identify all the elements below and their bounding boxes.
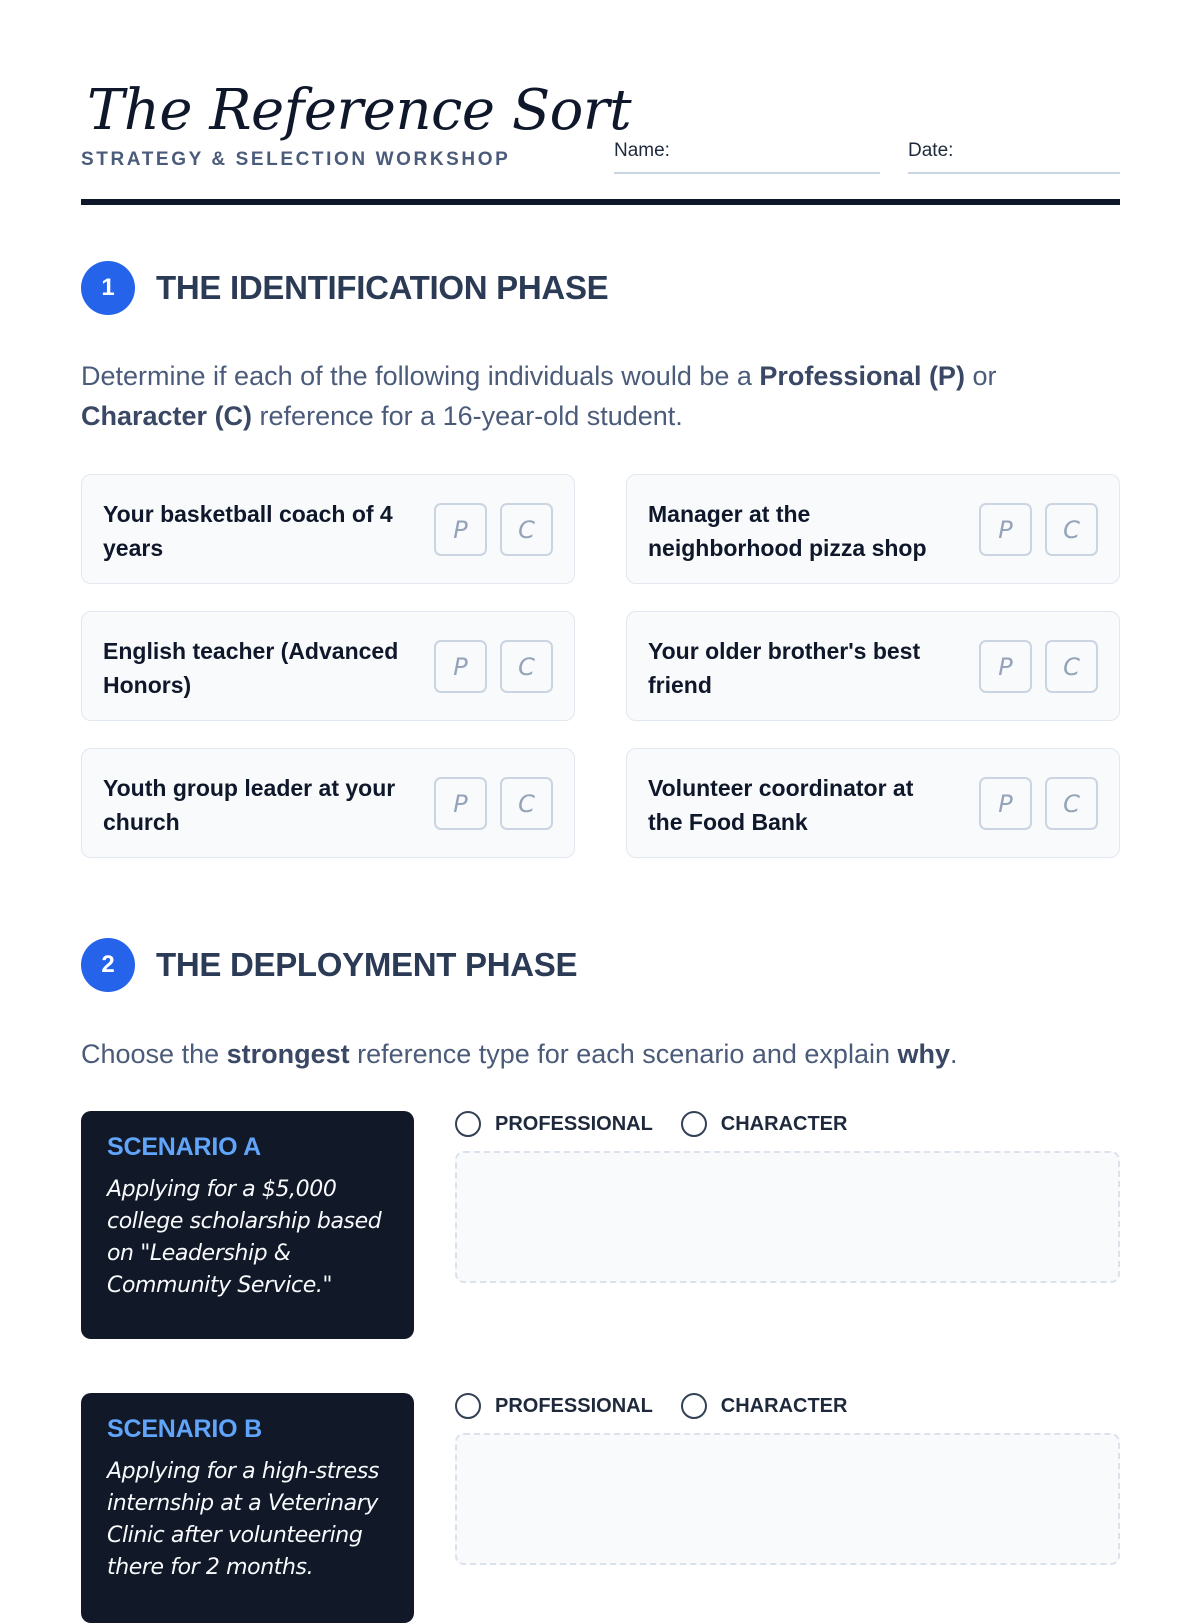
radio-label: CHARACTER — [720, 1394, 848, 1417]
scenario-title: SCENARIO B — [107, 1415, 262, 1443]
radio-label: PROFESSIONAL — [495, 1112, 653, 1135]
section-number-badge: 2 — [81, 938, 135, 992]
reference-card — [81, 748, 575, 858]
professional-choice-box[interactable]: P — [434, 777, 487, 830]
radio-label: CHARACTER — [720, 1112, 848, 1135]
instruction-text: or — [964, 361, 997, 391]
reference-card-text: English teacher (Advanced Honors) — [103, 638, 399, 698]
professional-choice-box[interactable]: P — [979, 640, 1032, 693]
scenario-a-options — [455, 1111, 875, 1137]
professional-choice-box[interactable]: P — [434, 503, 487, 556]
section-2-instructions — [81, 1034, 1120, 1074]
instruction-text: reference type for each scenario and explain — [349, 1039, 898, 1069]
radio-button[interactable] — [681, 1111, 707, 1137]
character-choice-box[interactable]: C — [500, 640, 553, 693]
section-1-instructions — [81, 356, 1120, 436]
reference-card — [626, 748, 1120, 858]
scenario-b-card — [81, 1393, 414, 1623]
character-option[interactable] — [681, 1111, 848, 1137]
section-number-badge: 1 — [81, 261, 135, 315]
instruction-emphasis: strongest — [226, 1039, 350, 1069]
radio-button[interactable] — [681, 1393, 707, 1419]
scenario-a-answer-box[interactable] — [455, 1151, 1120, 1283]
instruction-text: Choose the — [81, 1039, 227, 1069]
character-choice-box[interactable]: C — [1045, 503, 1098, 556]
instruction-text: Determine if each of the following individuals would be a — [81, 361, 760, 391]
scenario-title: SCENARIO A — [107, 1133, 262, 1161]
date-label: Date: — [908, 140, 954, 161]
professional-choice-box[interactable]: P — [979, 777, 1032, 830]
scenario-b-options — [455, 1393, 875, 1419]
radio-label: PROFESSIONAL — [495, 1394, 653, 1417]
instruction-emphasis: why — [897, 1039, 950, 1069]
reference-card — [81, 474, 575, 584]
instruction-text: . — [950, 1039, 958, 1069]
character-choice-box[interactable]: C — [1045, 640, 1098, 693]
instruction-emphasis: Professional (P) — [759, 361, 965, 391]
professional-choice-box[interactable]: P — [979, 503, 1032, 556]
scenario-description: Applying for a high-stress internship at a Veterinary Clinic after volunteering there for 2 months. — [107, 1459, 379, 1580]
scenario-description: Applying for a $5,000 college scholarship based on "Leadership & Community Service." — [107, 1177, 382, 1298]
name-field[interactable] — [614, 140, 880, 174]
section-title: THE IDENTIFICATION PHASE — [156, 269, 609, 306]
reference-card — [626, 611, 1120, 721]
professional-option[interactable] — [455, 1393, 653, 1419]
reference-card — [81, 611, 575, 721]
section-title: THE DEPLOYMENT PHASE — [156, 946, 578, 983]
instruction-text: reference for a 16-year-old student. — [252, 401, 683, 431]
name-label: Name: — [614, 140, 670, 161]
section-1-heading — [81, 261, 608, 315]
reference-card-text: Youth group leader at your church — [103, 775, 396, 835]
character-choice-box[interactable]: C — [500, 503, 553, 556]
scenario-a-card — [81, 1111, 414, 1339]
reference-card-text: Volunteer coordinator at the Food Bank — [648, 775, 914, 835]
reference-card — [626, 474, 1120, 584]
instruction-emphasis: Character (C) — [81, 401, 253, 431]
page-subtitle: STRATEGY & SELECTION WORKSHOP — [81, 149, 511, 170]
character-option[interactable] — [681, 1393, 848, 1419]
section-2-heading — [81, 938, 577, 992]
scenario-b-answer-box[interactable] — [455, 1433, 1120, 1565]
worksheet-header — [81, 0, 1119, 208]
date-field[interactable] — [908, 140, 1120, 174]
reference-card-text: Manager at the neighborhood pizza shop — [648, 501, 927, 561]
header-divider — [81, 199, 1120, 205]
reference-card-text: Your older brother's best friend — [648, 638, 921, 698]
character-choice-box[interactable]: C — [1045, 777, 1098, 830]
character-choice-box[interactable]: C — [500, 777, 553, 830]
radio-button[interactable] — [455, 1393, 481, 1419]
reference-card-text: Your basketball coach of 4 years — [103, 501, 393, 561]
radio-button[interactable] — [455, 1111, 481, 1137]
professional-option[interactable] — [455, 1111, 653, 1137]
professional-choice-box[interactable]: P — [434, 640, 487, 693]
page-title: The Reference Sort — [87, 78, 632, 143]
